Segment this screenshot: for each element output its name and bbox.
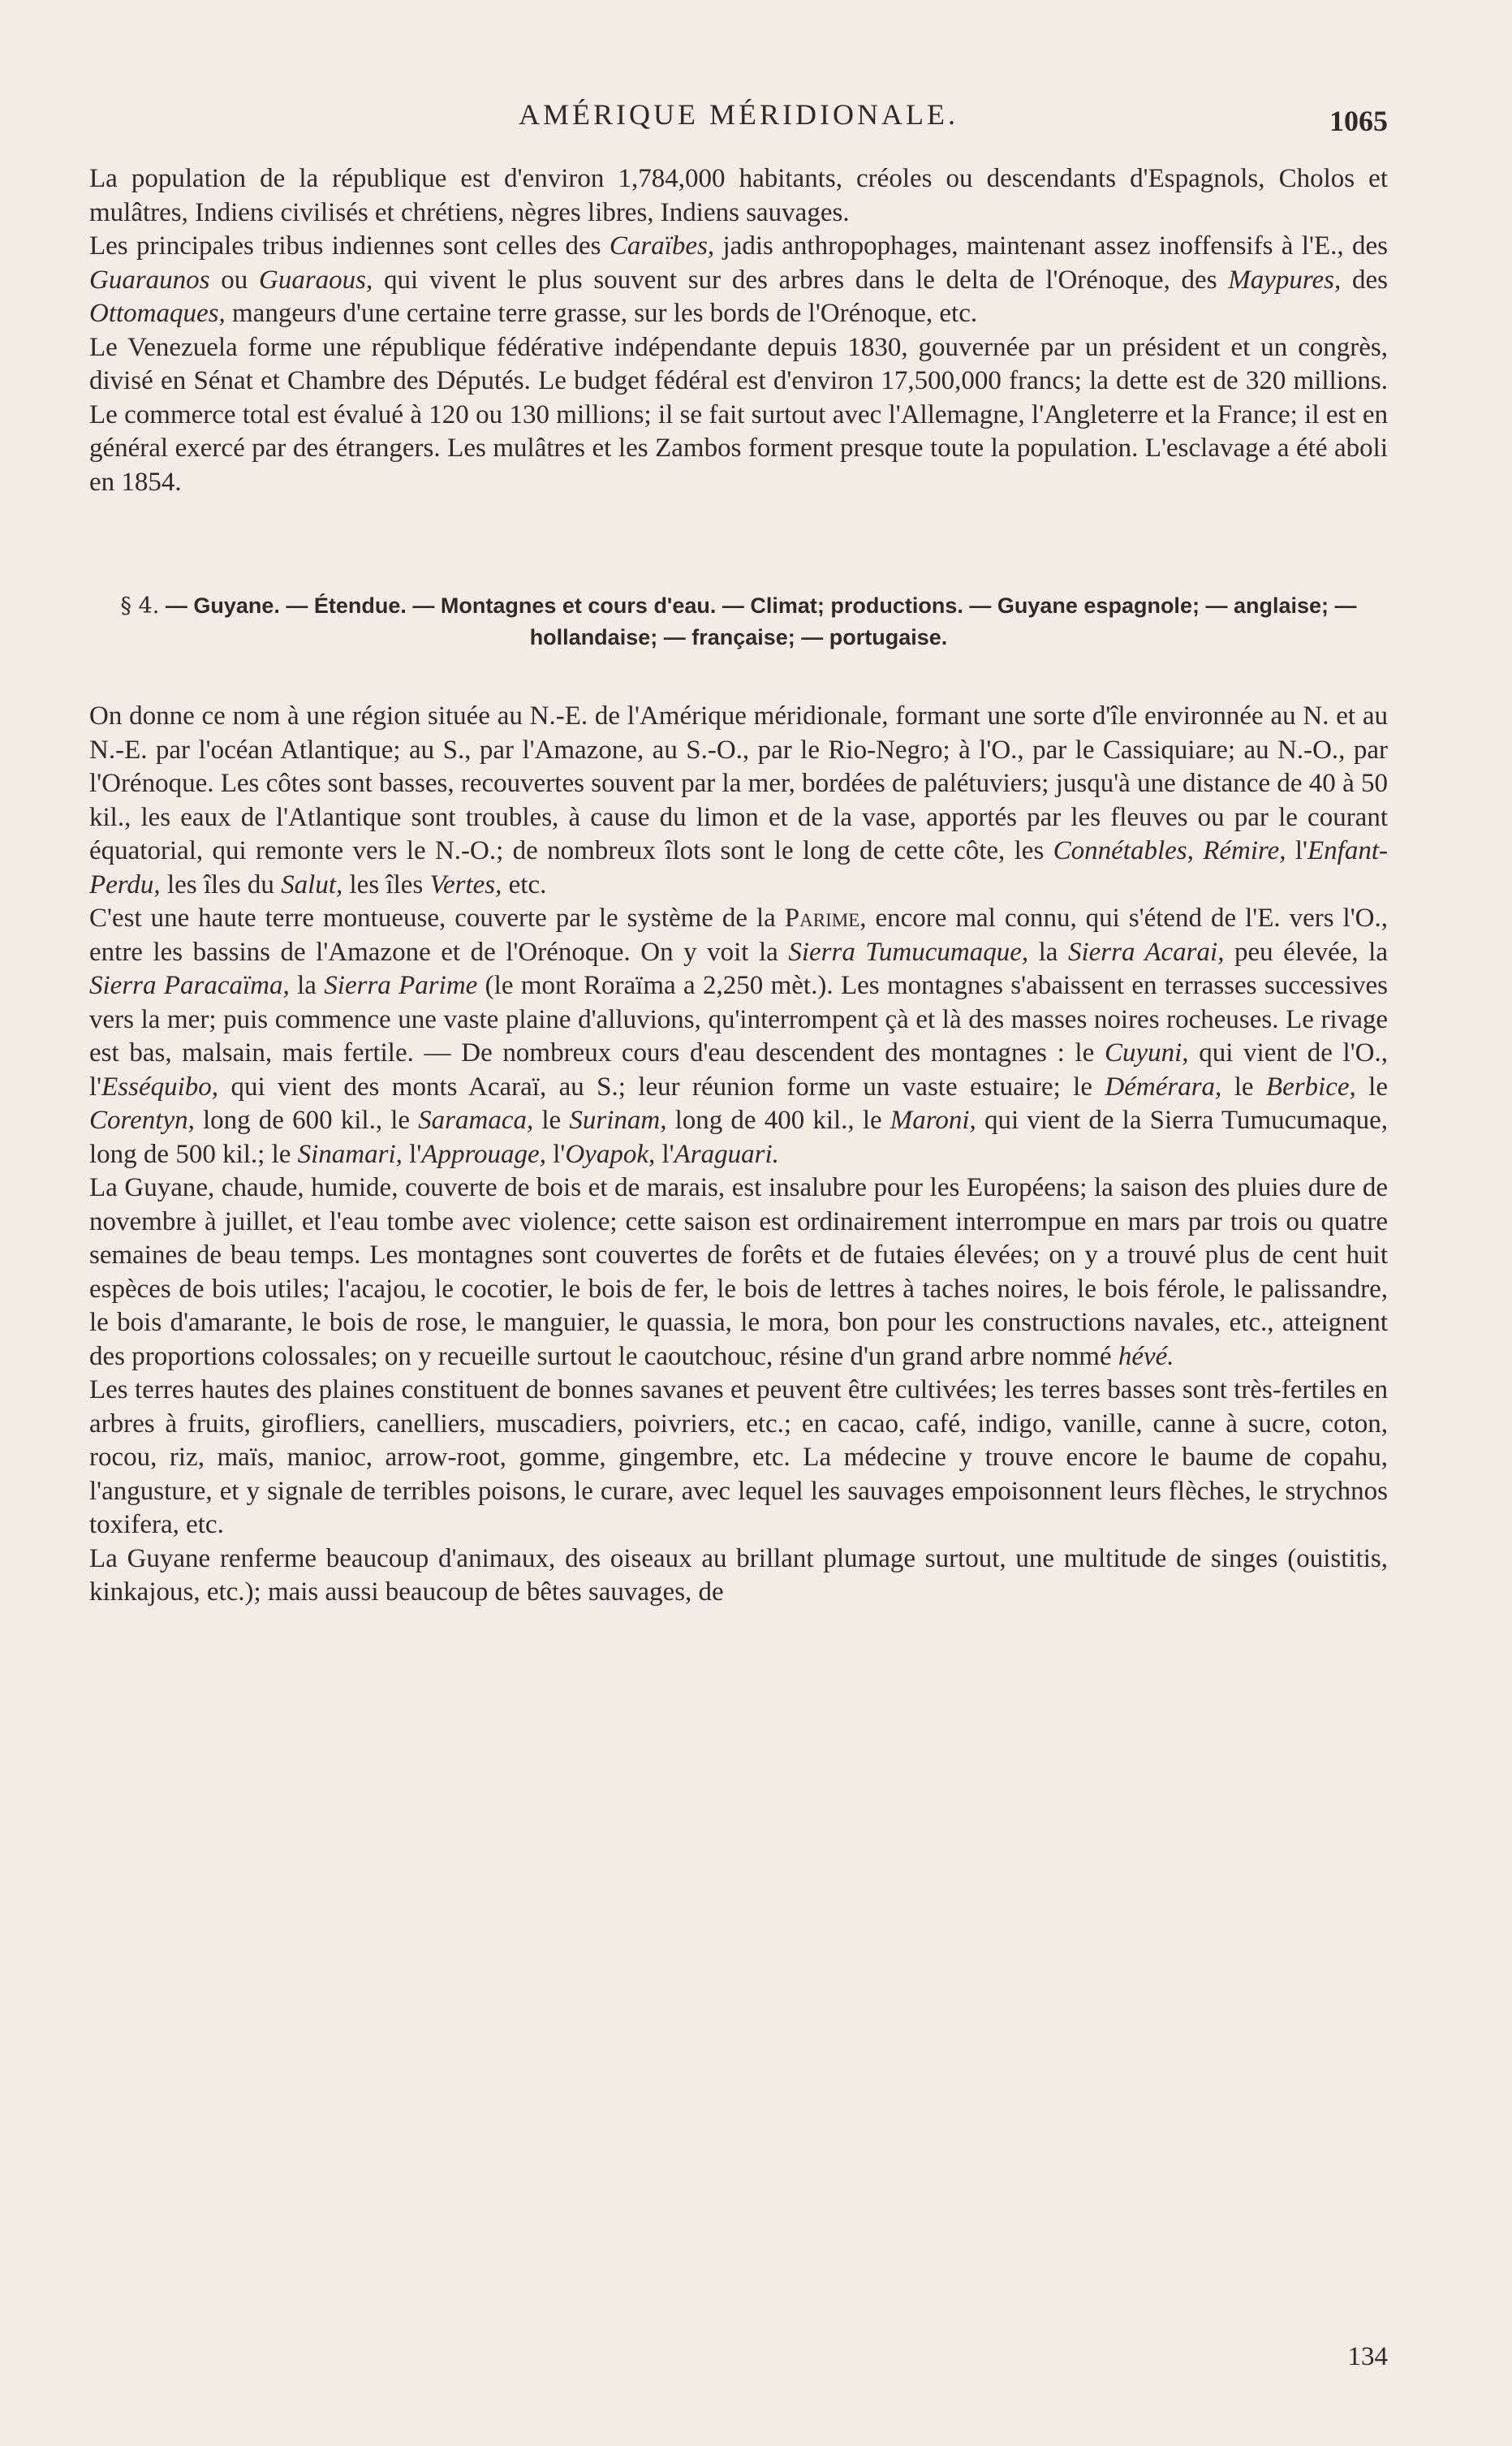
- italic-term: Sierra Paracaïma,: [89, 971, 290, 1000]
- italic-term: Ottomaques,: [89, 299, 226, 328]
- paragraph-climate: [89, 1171, 1388, 1374]
- text-run: qui vient des monts Acaraï, au S.; leur réunion forme un vaste estuaire; le: [218, 1072, 1105, 1102]
- text-run: l': [545, 1139, 566, 1169]
- text-run: qui vient de l'O., l': [89, 1038, 1388, 1102]
- text-run: les îles du: [160, 869, 282, 899]
- section-sign: § 4.: [120, 593, 160, 619]
- italic-term: Guaraous,: [258, 265, 373, 295]
- italic-term: Sinamari,: [297, 1139, 403, 1169]
- italic-term: Caraïbes,: [609, 231, 715, 261]
- italic-term: Sierra Parime: [324, 971, 478, 1000]
- text-run: mangeurs d'une certaine terre grasse, sur les bords de l'Orénoque, etc.: [225, 299, 978, 328]
- text-run: , encore mal connu, qui s'étend de l'E. vers l'O., entre les bassins de l'Amazone et de l'Orénoque. On y voit la: [89, 904, 1388, 967]
- italic-term: Démérara,: [1105, 1072, 1222, 1102]
- text-run: le: [533, 1106, 570, 1135]
- text-run: les îles: [342, 869, 430, 899]
- italic-term: Maypures,: [1228, 265, 1342, 295]
- text-run: des: [1341, 265, 1388, 295]
- italic-term: hévé.: [1118, 1341, 1174, 1371]
- italic-term: Salut,: [281, 869, 343, 899]
- text-run: Les principales tribus indiennes sont celles des: [89, 231, 610, 261]
- paragraph-productions: [89, 1374, 1388, 1542]
- paragraph-text: Les terres hautes des plaines constituent de bonnes savanes et peuvent être cultivées; les terres basses sont très-fertiles en arbres à fruits, girofliers, canelliers, muscadiers, poivriers, etc.; en cacao, café, indigo, vanille, canne à sucre, coton, rocou, riz, maïs, manioc, arrow-root, gomme, gingembre, etc. La médecine y trouve encore le baume de copahu, l'angusture, et y signale de terribles poisons, le curare, avec lequel les sauvages empoisonnent leurs flèches, le strychnos toxifera, etc.: [89, 1375, 1388, 1539]
- paragraph-government: [89, 331, 1388, 500]
- text-run: la: [289, 971, 325, 1000]
- text-run: le: [1221, 1072, 1266, 1102]
- paragraph-population: [89, 162, 1388, 230]
- text-run: long de 600 kil., le: [194, 1106, 419, 1135]
- text-run: le: [1355, 1072, 1388, 1102]
- italic-term: Esséquibo,: [101, 1072, 219, 1102]
- page-number: 1065: [1329, 105, 1388, 137]
- text-run: etc.: [502, 869, 547, 899]
- italic-term: Approuage,: [421, 1139, 546, 1169]
- section-heading-text: — Guyane. — Étendue. — Montagnes et cours d'eau. — Climat; productions. — Guyane espagnole; — anglaise; — hollandaise; — française; — portugaise.: [165, 593, 1357, 649]
- paragraph-mountains: [89, 902, 1388, 1171]
- italic-term: Maroni,: [890, 1106, 976, 1135]
- signature-mark: 134: [1347, 2342, 1388, 2371]
- text-run: l': [655, 1139, 674, 1169]
- running-title: AMÉRIQUE MÉRIDIONALE.: [519, 98, 958, 131]
- text-run: l': [1286, 836, 1308, 865]
- paragraph-tribes: [89, 230, 1388, 331]
- book-page: [89, 0, 1388, 2446]
- text-run: La Guyane, chaude, humide, couverte de bois et de marais, est insalubre pour les Européens; la saison des pluies dure de novembre à juillet, et l'eau tombe avec violence; cette saison est ordinairement interrompue en mars par trois ou quatre semaines de beau temps. Les montagnes sont couvertes de forêts et de futaies élevées; on y a trouvé plus de cent huit espèces de bois utiles; l'acajou, le cocotier, le bois de fer, le bois de lettres à taches noires, le bois férole, le palissandre, le bois d'amarante, le bois de rose, le manguier, le quassia, le mora, bon pour les constructions navales, etc., atteignent des proportions colossales; on y recueille surtout le caoutchouc, résine d'un grand arbre nommé: [89, 1173, 1388, 1371]
- italic-term: Corentyn,: [89, 1106, 195, 1135]
- text-run: qui vient de la Sierra Tumucumaque, long de 500 kil.; le: [89, 1106, 1389, 1169]
- text-run: C'est une haute terre montueuse, couverte par le système de la: [89, 904, 785, 933]
- running-head: [89, 97, 1388, 146]
- italic-term: Guaraunos: [89, 265, 210, 295]
- text-run: (le mont Roraïma a 2,250 mèt.). Les montagnes s'abaissent en terrasses successives vers la mer; puis commence une vaste plaine d'alluvions, qu'interrompent çà et là des masses noires rocheuses. Le rivage est bas, malsain, mais fertile. — De nombreux cours d'eau descendent des montagnes : le: [89, 971, 1388, 1068]
- section-heading: [89, 590, 1388, 653]
- italic-term: Araguari.: [674, 1139, 779, 1169]
- italic-term: Surinam,: [569, 1106, 667, 1135]
- text-run: On donne ce nom à une région située au N.-E. de l'Amérique méridionale, formant une sorte d'île environnée au N. et au N.-E. par l'océan Atlantique; au S., par l'Amazone, au S.-O., par le Rio-Negro; à l'O., par le Cassiquiare; au N.-O., par l'Orénoque. Les côtes sont basses, recouvertes souvent par la mer, bordées de palétuviers; jusqu'à une distance de 40 à 50 kil., les eaux de l'Atlantique sont troubles, à cause du limon et de la vase, apportés par les fleuves ou par le courant équatorial, qui remonte vers le N.-O.; de nombreux îlots sont le long de cette côte, les: [89, 701, 1388, 865]
- italic-term: Sierra Tumucumaque,: [788, 937, 1029, 967]
- italic-term: Enfant-Perdu,: [89, 836, 1388, 899]
- paragraph-text: La Guyane renferme beaucoup d'animaux, des oiseaux au brillant plumage surtout, une multitude de singes (ouistitis, kinkajous, etc.); mais aussi beaucoup de bêtes sauvages, de: [89, 1543, 1388, 1607]
- text-run: long de 400 kil., le: [666, 1106, 890, 1135]
- text-run: qui vivent le plus souvent sur des arbres dans le delta de l'Orénoque, des: [373, 265, 1229, 295]
- paragraph-region: [89, 700, 1388, 902]
- small-caps-term: Parime: [784, 904, 860, 933]
- paragraph-text: Le Venezuela forme une république fédérative indépendante depuis 1830, gouvernée par un président et un congrès, divisé en Sénat et Chambre des Députés. Le budget fédéral est d'environ 17,500,000 francs; la dette est de 320 millions. Le commerce total est évalué à 120 ou 130 millions; il se fait surtout avec l'Allemagne, l'Angleterre et la France; il est en général exercé par des étrangers. Les mulâtres et les Zambos forment presque toute la population. L'esclavage a été aboli en 1854.: [89, 332, 1388, 497]
- body-text: [89, 162, 1388, 1610]
- paragraph-text: La population de la république est d'environ 1,784,000 habitants, créoles ou descendants d'Espagnols, Cholos et mulâtres, Indiens civilisés et chrétiens, nègres libres, Indiens sauvages.: [89, 164, 1388, 227]
- italic-term: Vertes,: [429, 869, 502, 899]
- text-run: l': [402, 1139, 422, 1169]
- italic-term: Oyapok,: [565, 1139, 656, 1169]
- text-run: ou: [209, 265, 259, 295]
- paragraph-animals: [89, 1542, 1388, 1610]
- italic-term: Berbice,: [1265, 1072, 1356, 1102]
- italic-term: Connétables, Rémire,: [1053, 836, 1286, 865]
- italic-term: Sierra Acarai,: [1067, 937, 1225, 967]
- italic-term: Cuyuni,: [1104, 1038, 1189, 1068]
- text-run: jadis anthropophages, maintenant assez inoffensifs à l'E., des: [714, 231, 1388, 261]
- text-run: peu élevée, la: [1224, 937, 1388, 967]
- italic-term: Saramaca,: [418, 1106, 534, 1135]
- text-run: la: [1028, 937, 1068, 967]
